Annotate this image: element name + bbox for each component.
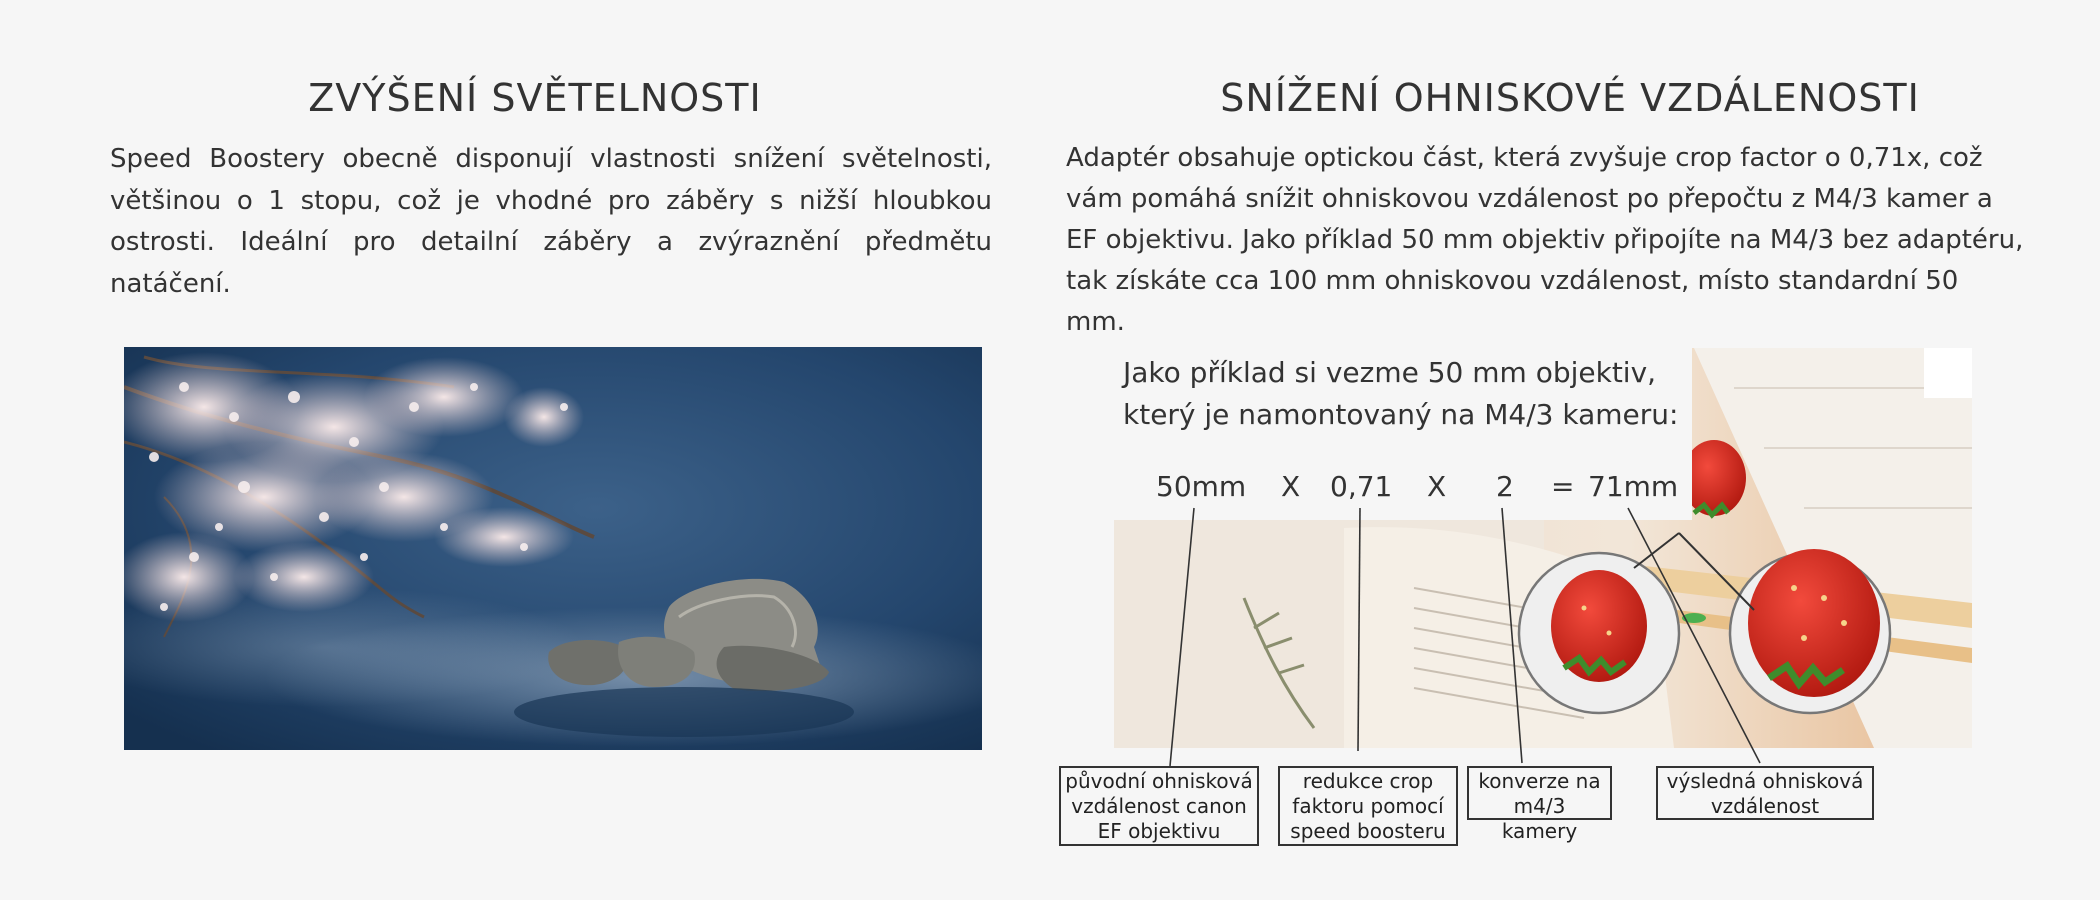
left-title: ZVÝŠENÍ SVĚTELNOSTI [308,76,762,120]
example-line-1: Jako příklad si vezme 50 mm objektiv, [1123,356,1657,389]
label-original-focal-length: původní ohnisková vzdálenost canon EF objektivu [1059,766,1259,846]
right-description: Adaptér obsahuje optickou část, která zvyšuje crop factor o 0,71x, což vám pomáhá snížit ohniskovou vzdálenost po přepočtu z M4/3 kamer a EF objektivu. Jako příklad 50 mm objektiv připojíte na M4/3 bez adaptéru, tak získáte cca 100 mm ohniskovou vzdálenost, místo standardní 50 mm. [1066,143,2024,337]
left-description: Speed Boostery obecně disponují vlastnosti snížení světelnosti, většinou o 1 stopu, což je vhodné pro záběry s nižší hloubkou ostrosti. Ideální pro detailní záběry a zvýraznění předmětu natáčení. [110,144,992,299]
formula-multiply-2: X [1427,470,1447,503]
formula-multiply-1: X [1281,470,1301,503]
formula-equals: = [1551,470,1575,503]
label-m43-conversion: konverze na m4/3 kamery [1467,766,1612,820]
right-title: SNÍŽENÍ OHNISKOVÉ VZDÁLENOSTI [1220,76,1920,120]
formula-factor: 0,71 [1330,470,1393,503]
label-crop-reduction: redukce crop faktoru pomocí speed boosteru [1278,766,1458,846]
formula-focal-length: 50mm [1156,470,1247,503]
example-line-2: který je namontovaný na M4/3 kameru: [1123,398,1679,431]
label-resulting-focal-length: výsledná ohnisková vzdálenost [1656,766,1874,820]
formula-result: 71mm [1588,470,1679,503]
formula-crop: 2 [1496,470,1514,503]
